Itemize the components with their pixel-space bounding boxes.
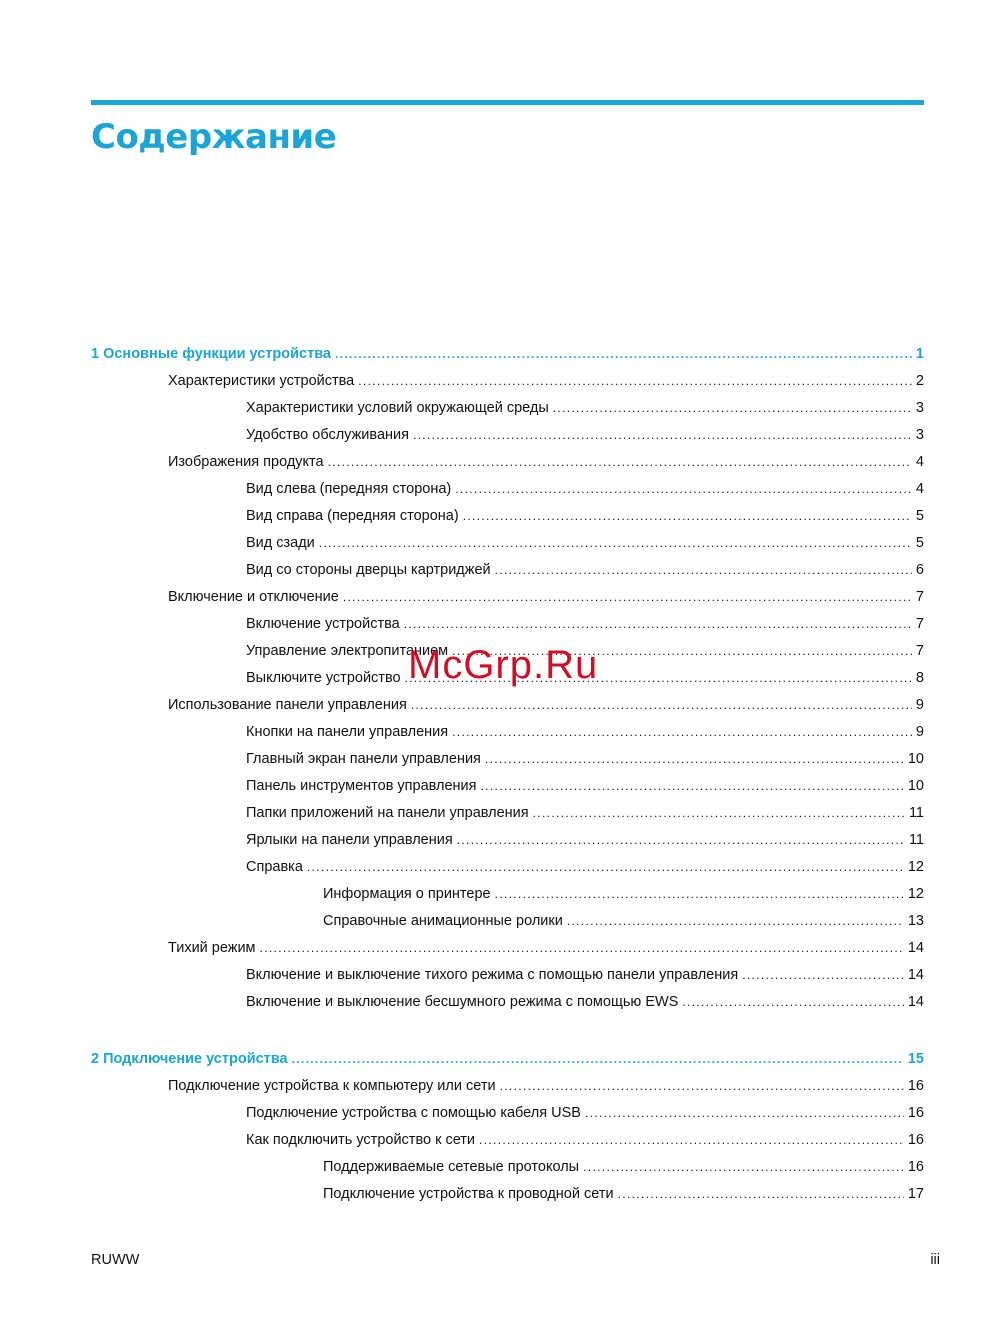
toc-entry[interactable]: [91, 746, 924, 773]
dot-leader: [307, 854, 904, 881]
toc-page-number: 2: [915, 373, 924, 389]
dot-leader: [495, 557, 912, 584]
toc-entry-title: Кнопки на панели управления: [246, 724, 449, 740]
toc-page-number: 11: [908, 832, 924, 848]
toc-entry-title: Вид сзади: [246, 535, 315, 551]
toc-page-number: 12: [907, 859, 924, 875]
dot-leader: [292, 1046, 904, 1073]
toc-entry-title: Включение и выключение тихого режима с помощью панели управления: [246, 967, 739, 983]
toc-entry-title: Папки приложений на панели управления: [246, 805, 529, 821]
toc-entry-title: Удобство обслуживания: [246, 427, 409, 443]
toc-entry-title: Вид со стороны дверцы картриджей: [246, 562, 491, 578]
toc-entry-title: Главный экран панели управления: [246, 751, 481, 767]
toc-page-number: 12: [907, 886, 924, 902]
toc-entry-title: Характеристики устройства: [168, 373, 355, 389]
toc-page-number: 16: [907, 1132, 924, 1148]
toc-entry[interactable]: [91, 611, 924, 638]
page-title: Содержание: [91, 117, 337, 157]
toc-entry-title: Управление электропитанием: [246, 643, 449, 659]
dot-leader: [335, 341, 912, 368]
toc-entry-title: Справка: [246, 859, 303, 875]
toc-page-number: 7: [915, 643, 924, 659]
toc-page-number: 5: [915, 535, 924, 551]
toc-entry[interactable]: [91, 584, 924, 611]
dot-leader: [411, 692, 912, 719]
toc-entry[interactable]: [91, 1073, 924, 1100]
toc-page-number: 8: [915, 670, 924, 686]
toc-page-number: 16: [907, 1159, 924, 1175]
toc-entry-title: Подключение устройства к компьютеру или сети: [168, 1078, 496, 1094]
toc-entry[interactable]: [91, 827, 924, 854]
toc-entry[interactable]: [91, 557, 924, 584]
dot-leader: [583, 1154, 904, 1181]
chapter-spacer: [91, 1016, 924, 1046]
dot-leader: [533, 800, 905, 827]
header-rule: [91, 100, 924, 105]
toc-page-number: 6: [915, 562, 924, 578]
toc-page-number: 4: [915, 481, 924, 497]
toc-page-number: 3: [915, 400, 924, 416]
toc-page-number: 14: [907, 967, 924, 983]
toc-entry-title: Выключите устройство: [246, 670, 401, 686]
toc-entry[interactable]: [91, 395, 924, 422]
toc-entry-title: Подключение устройства к проводной сети: [323, 1186, 614, 1202]
toc-entry-title: Подключение устройства с помощью кабеля USB: [246, 1105, 581, 1121]
toc-entry[interactable]: [91, 1154, 924, 1181]
table-of-contents: [91, 341, 924, 1208]
toc-entry[interactable]: [91, 368, 924, 395]
toc-entry[interactable]: [91, 1127, 924, 1154]
toc-entry-title: Ярлыки на панели управления: [246, 832, 453, 848]
toc-page-number: 3: [915, 427, 924, 443]
toc-entry[interactable]: [91, 962, 924, 989]
toc-entry[interactable]: [91, 530, 924, 557]
toc-entry[interactable]: [91, 881, 924, 908]
toc-entry[interactable]: [91, 908, 924, 935]
toc-entry-title: Справочные анимационные ролики: [323, 913, 563, 929]
toc-page-number: 15: [907, 1051, 924, 1067]
toc-page-number: 11: [908, 805, 924, 821]
toc-page-number: 1: [915, 346, 924, 362]
toc-page-number: 16: [907, 1078, 924, 1094]
toc-entry[interactable]: [91, 989, 924, 1016]
toc-entry-title: Информация о принтере: [323, 886, 491, 902]
dot-leader: [457, 827, 905, 854]
toc-chapter-2[interactable]: [91, 1046, 924, 1073]
toc-entry-title: Использование панели управления: [168, 697, 407, 713]
toc-entry-title: Панель инструментов управления: [246, 778, 477, 794]
toc-entry-title: Включение и выключение бесшумного режима с помощью EWS: [246, 994, 679, 1010]
watermark-text: McGrp.Ru: [408, 643, 599, 687]
toc-page-number: 14: [907, 940, 924, 956]
dot-leader: [567, 908, 904, 935]
toc-entry-title: Как подключить устройство к сети: [246, 1132, 476, 1148]
dot-leader: [495, 881, 904, 908]
toc-page-number: 14: [907, 994, 924, 1010]
toc-entry[interactable]: [91, 503, 924, 530]
toc-entry-title: Поддерживаемые сетевые протоколы: [323, 1159, 580, 1175]
dot-leader: [585, 1100, 904, 1127]
toc-entry-title: 2 Подключение устройства: [91, 1051, 288, 1067]
dot-leader: [260, 935, 904, 962]
dot-leader: [742, 962, 904, 989]
toc-page-number: 16: [907, 1105, 924, 1121]
dot-leader: [682, 989, 904, 1016]
dot-leader: [455, 476, 912, 503]
toc-entry[interactable]: [91, 1100, 924, 1127]
toc-entry[interactable]: [91, 854, 924, 881]
dot-leader: [319, 530, 912, 557]
toc-entry[interactable]: [91, 773, 924, 800]
toc-entry-title: Изображения продукта: [168, 454, 324, 470]
toc-entry-title: Включение устройства: [246, 616, 400, 632]
dot-leader: [404, 611, 912, 638]
toc-entry-title: 1 Основные функции устройства: [91, 346, 331, 362]
toc-entry[interactable]: [91, 476, 924, 503]
toc-page-number: 17: [907, 1186, 924, 1202]
toc-entry[interactable]: [91, 1181, 924, 1208]
toc-entry[interactable]: [91, 449, 924, 476]
toc-page-number: 9: [915, 697, 924, 713]
dot-leader: [413, 422, 912, 449]
toc-page-number: 13: [907, 913, 924, 929]
dot-leader: [500, 1073, 904, 1100]
toc-chapter-1[interactable]: [91, 341, 924, 368]
footer-page-number: iii: [930, 1252, 940, 1268]
footer-label: RUWW: [91, 1252, 140, 1268]
toc-entry[interactable]: [91, 692, 924, 719]
dot-leader: [553, 395, 912, 422]
toc-page-number: 10: [907, 751, 924, 767]
toc-page-number: 5: [915, 508, 924, 524]
toc-entry-title: Тихий режим: [168, 940, 256, 956]
toc-entry-title: Вид справа (передняя сторона): [246, 508, 459, 524]
dot-leader: [618, 1181, 904, 1208]
dot-leader: [479, 1127, 904, 1154]
toc-entry[interactable]: [91, 422, 924, 449]
dot-leader: [358, 368, 912, 395]
toc-entry[interactable]: [91, 800, 924, 827]
toc-page-number: 9: [915, 724, 924, 740]
dot-leader: [328, 449, 912, 476]
dot-leader: [485, 746, 904, 773]
dot-leader: [452, 719, 912, 746]
toc-entry-title: Вид слева (передняя сторона): [246, 481, 452, 497]
toc-entry-title: Характеристики условий окружающей среды: [246, 400, 549, 416]
toc-entry[interactable]: [91, 935, 924, 962]
dot-leader: [343, 584, 912, 611]
dot-leader: [463, 503, 912, 530]
dot-leader: [481, 773, 904, 800]
toc-entry-title: Включение и отключение: [168, 589, 339, 605]
toc-page-number: 4: [915, 454, 924, 470]
toc-page-number: 7: [915, 589, 924, 605]
toc-entry[interactable]: [91, 719, 924, 746]
toc-page-number: 10: [907, 778, 924, 794]
toc-page-number: 7: [915, 616, 924, 632]
